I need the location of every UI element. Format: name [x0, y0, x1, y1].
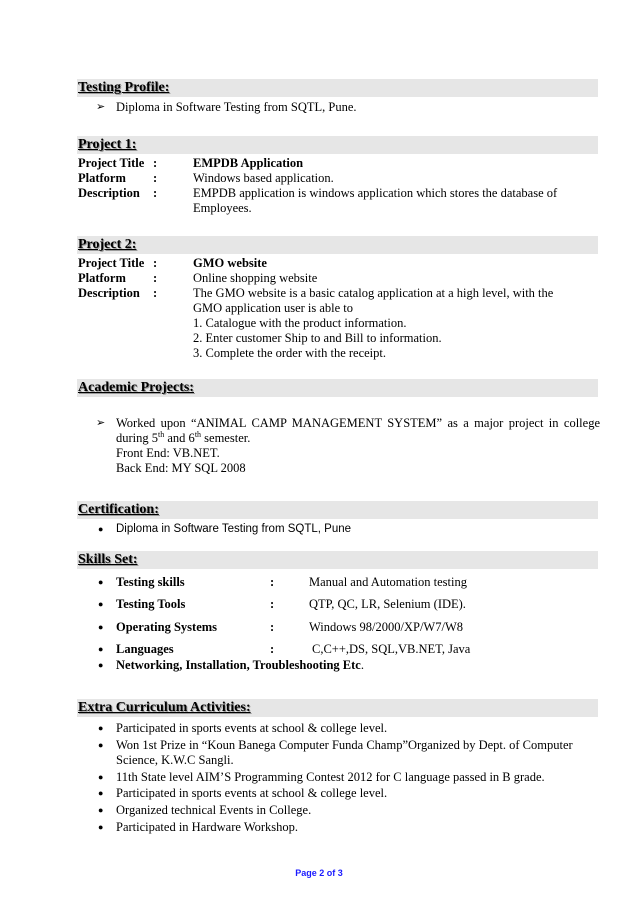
project2-platform-label: Platform [78, 271, 126, 285]
bullet-icon: ● [98, 577, 104, 587]
skill-label: Operating Systems [116, 620, 218, 634]
bullet-icon: ● [98, 599, 104, 609]
bullet-icon: ● [98, 772, 104, 782]
academic-front-end: Front End: VB.NET. [116, 446, 220, 460]
project2-platform: Online shopping website [193, 271, 318, 285]
extra-item: Organized technical Events in College. [116, 803, 312, 817]
project2-description-line: GMO application user is able to [193, 301, 354, 315]
section-heading-project2: Project 2: [77, 236, 598, 254]
colon: : [270, 620, 275, 634]
colon: : [153, 186, 158, 200]
project2-title-label: Project Title [78, 256, 145, 270]
bullet-icon: ● [98, 788, 104, 798]
skill-value: Windows 98/2000/XP/W7/W8 [309, 620, 464, 634]
project2-description-line: 1. Catalogue with the product information. [193, 316, 407, 330]
section-heading-certification: Certification: [77, 501, 598, 519]
colon: : [153, 256, 158, 270]
colon: : [153, 286, 158, 300]
project1-platform: Windows based application. [193, 171, 334, 185]
bullet-icon: ● [98, 622, 104, 632]
project2-description-line: The GMO website is a basic catalog application at a high level, with the [193, 286, 554, 300]
colon: : [270, 575, 275, 589]
extra-item: Won 1st Prize in “Koun Banega Computer Funda Champ”Organized by Dept. of Computer [116, 738, 573, 752]
bullet-icon: ● [98, 740, 104, 750]
academic-semester-line: during 5th and 6th semester. [116, 429, 251, 445]
testing-item: Diploma in Software Testing from SQTL, Pune. [116, 100, 357, 114]
skill-value: Manual and Automation testing [309, 575, 467, 589]
bullet-icon: ● [98, 524, 104, 534]
extra-item: 11th State level AIM’S Programming Contest 2012 for C language passed in B grade. [116, 770, 545, 784]
colon: : [270, 642, 275, 656]
project2-title: GMO website [193, 256, 267, 270]
bullet-icon: ● [98, 822, 104, 832]
section-heading-skills: Skills Set: [77, 551, 598, 569]
colon: : [153, 271, 158, 285]
skill-value: C,C++,DS, SQL,VB.NET, Java [312, 642, 471, 656]
bullet-icon: ● [98, 660, 104, 670]
skill-value: QTP, QC, LR, Selenium (IDE). [309, 597, 466, 611]
colon: : [153, 156, 158, 170]
section-heading-testing: Testing Profile: [77, 79, 598, 97]
section-heading-project1: Project 1: [77, 136, 598, 154]
academic-back-end: Back End: MY SQL 2008 [116, 461, 246, 475]
project2-description-line: 3. Complete the order with the receipt. [193, 346, 386, 360]
section-heading-extra: Extra Curriculum Activities: [77, 699, 598, 717]
project2-description-label: Description [78, 286, 140, 300]
colon: : [270, 597, 275, 611]
arrow-bullet-icon: ➢ [96, 417, 106, 429]
bullet-icon: ● [98, 723, 104, 733]
project2-description-line: 2. Enter customer Ship to and Bill to information. [193, 331, 442, 345]
skill-label: Testing Tools [116, 597, 186, 611]
extra-item: Participated in Hardware Workshop. [116, 820, 299, 834]
project1-platform-label: Platform [78, 171, 126, 185]
certification-item: Diploma in Software Testing from SQTL, Pune [116, 523, 352, 535]
bullet-icon: ● [98, 805, 104, 815]
page-number: Page 2 of 3 [295, 868, 343, 878]
extra-item-continuation: Science, K.W.C Sangli. [116, 753, 234, 767]
academic-line: Worked upon “ANIMAL CAMP MANAGEMENT SYSTEM” as a major project in college [116, 416, 600, 430]
section-heading-academic: Academic Projects: [77, 379, 598, 397]
skill-networking: Networking, Installation, Troubleshooting Etc. [116, 658, 364, 672]
bullet-icon: ● [98, 644, 104, 654]
extra-item: Participated in sports events at school & college level. [116, 721, 388, 735]
project1-title-label: Project Title [78, 156, 145, 170]
project1-description-line: EMPDB application is windows application which stores the database of [193, 186, 558, 200]
skill-label: Languages [116, 642, 174, 656]
project1-description-label: Description [78, 186, 140, 200]
arrow-bullet-icon: ➢ [96, 101, 106, 113]
extra-item: Participated in sports events at school & college level. [116, 786, 388, 800]
colon: : [153, 171, 158, 185]
project1-description-line: Employees. [193, 201, 252, 215]
skill-label: Testing skills [116, 575, 185, 589]
project1-title: EMPDB Application [193, 156, 304, 170]
